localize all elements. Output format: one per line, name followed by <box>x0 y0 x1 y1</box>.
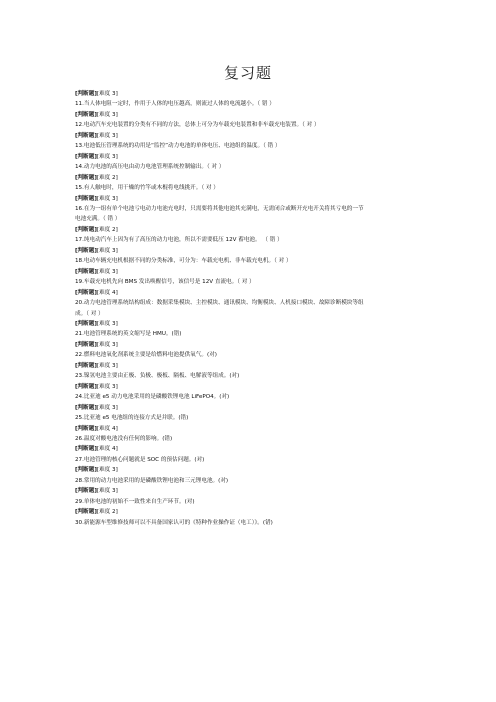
difficulty-label: [难度 3] <box>96 247 118 254</box>
question-meta <box>75 403 420 413</box>
question-text: 27.电池管理的核心问题就是 SOC 的预估问题。(对) <box>75 456 205 463</box>
question-meta <box>75 267 420 277</box>
difficulty-label: [难度 3] <box>96 488 118 495</box>
question-text: 29.单体电池的初始不一致性来自生产环节。(对) <box>75 498 195 505</box>
question-text: 20.动力电池管理系统结构组成：数据采集模块、主控模块、通讯模块、均衡模块、人机接口模块、故障诊断模块等组 <box>75 300 364 307</box>
difficulty-label: [难度 2] <box>96 174 118 181</box>
question-type-tag: [判断题] <box>75 467 97 474</box>
question-meta <box>75 246 420 256</box>
difficulty-label: [难度 3] <box>96 111 118 118</box>
question-text: 成。（ 对 ） <box>75 310 104 317</box>
question-meta <box>75 89 420 99</box>
question-text: 18.电动车辆充电机根据不同的分类标准，可分为：车载充电机、非车载充电机。（ 对 ） <box>75 258 292 265</box>
difficulty-label: [难度 2] <box>96 509 118 516</box>
question-text: 电池充满。（ 错 ） <box>75 216 121 223</box>
difficulty-label: [难度 3] <box>96 467 118 474</box>
question-meta <box>75 444 420 454</box>
question-text: 14.动力电池的高压电由动力电池管理系统控制输出。（ 对 ） <box>75 164 225 171</box>
question-list <box>75 89 420 528</box>
question-meta <box>75 319 420 329</box>
question-type-tag: [判断题] <box>75 226 97 233</box>
question-type-tag: [判断题] <box>75 383 97 390</box>
question-meta <box>75 173 420 183</box>
question-type-tag: [判断题] <box>75 341 97 348</box>
question-type-tag: [判断题] <box>75 362 97 369</box>
question-meta <box>75 288 420 298</box>
difficulty-label: [难度 3] <box>96 132 118 139</box>
question-type-tag: [判断题] <box>75 111 97 118</box>
question-meta <box>75 110 420 120</box>
difficulty-label: [难度 4] <box>96 289 118 296</box>
difficulty-label: [难度 3] <box>96 341 118 348</box>
difficulty-label: [难度 3] <box>96 362 118 369</box>
difficulty-label: [难度 3] <box>96 404 118 411</box>
question-text: 22.燃料电池氧化剂系统主要是给燃料电池提供氧气。(对) <box>75 352 217 359</box>
question-type-tag: [判断题] <box>75 132 97 139</box>
question-text: 25.比亚迪 e5 电池组的连接方式是并联。(错) <box>75 415 189 422</box>
question-text: 21.电池管理系统的英文缩写是 HMU。(错) <box>75 331 182 338</box>
question-meta <box>75 340 420 350</box>
question-type-tag: [判断题] <box>75 268 97 275</box>
question-meta <box>75 424 420 434</box>
difficulty-label: [难度 3] <box>96 383 118 390</box>
question-type-tag: [判断题] <box>75 488 97 495</box>
question-type-tag: [判断题] <box>75 509 97 516</box>
question-text: 11.当人体电阻一定时，作用于人体的电压越高，则流过人体的电流越小。（ 错 ） <box>75 101 275 108</box>
question-type-tag: [判断题] <box>75 153 97 160</box>
question-meta <box>75 194 420 204</box>
difficulty-label: [难度 3] <box>96 153 118 160</box>
question-type-tag: [判断题] <box>75 289 97 296</box>
question-type-tag: [判断题] <box>75 320 97 327</box>
question-type-tag: [判断题] <box>75 174 97 181</box>
difficulty-label: [难度 3] <box>96 195 118 202</box>
difficulty-label: [难度 4] <box>96 425 118 432</box>
question-meta <box>75 382 420 392</box>
question-meta <box>75 465 420 475</box>
question-type-tag: [判断题] <box>75 425 97 432</box>
difficulty-label: [难度 3] <box>96 91 118 97</box>
question-text: 15.有人触电时，用干燥的竹竿或木棍将电线挑开。（ 对 ） <box>75 185 219 192</box>
question-type-tag: [判断题] <box>75 195 97 202</box>
question-meta <box>75 225 420 235</box>
question-type-tag: [判断题] <box>75 446 97 453</box>
question-text: 16.在为一组有单个电池亏电动力电池充电时，只需要将其他电池其充满电，无需闭合或断开充电开关将其亏电的一节 <box>75 205 364 212</box>
question-text: 26.温度对酸电池没有任何的影响。(错) <box>75 435 173 442</box>
page-title: 复习题 <box>223 64 272 82</box>
question-meta <box>75 486 420 496</box>
question-text: 23.镍氢电池主要由正极、负极、极板、隔板、电解液等组成。(对) <box>75 373 240 380</box>
difficulty-label: [难度 4] <box>96 446 118 453</box>
question-type-tag: [判断题] <box>75 404 97 411</box>
question-meta <box>75 361 420 371</box>
question-text: 28.常用的动力电池采用的是磷酸铁锂电池和三元锂电池。(对) <box>75 477 229 484</box>
question-type-tag: [判断题] <box>75 91 97 97</box>
question-text: 19.车载充电机先向 BMS 发出唤醒信号，该信号是 12V 直流电。（ 对 ） <box>75 279 255 286</box>
question-text: 13.电池低压管理系统的功用是“监控”动力电池的单体电压、电池组的温度。（ 错 ） <box>75 143 281 150</box>
question-text: 12.电动汽车充电装置的分类有不同的方法，总体上可分为车载充电装置和非车载充电装置。（ 对 ） <box>75 122 320 129</box>
question-meta <box>75 507 420 517</box>
question-meta <box>75 131 420 141</box>
question-text: 17.纯电动汽车上因为有了高压的动力电池，所以不需要低压 12V 蓄电池。 （ 错 ） <box>75 237 283 244</box>
question-text: 24.比亚迪 e5 动力电池采用的是磷酸铁锂电池 LiFePO4。(对) <box>75 394 230 401</box>
question-meta <box>75 152 420 162</box>
difficulty-label: [难度 2] <box>96 226 118 233</box>
question-text: 30.新能源车型维修技师可以不具备国家认可的《特种作业操作证（电工）》。(错) <box>75 519 273 526</box>
difficulty-label: [难度 3] <box>96 320 118 327</box>
difficulty-label: [难度 3] <box>96 268 118 275</box>
question-type-tag: [判断题] <box>75 247 97 254</box>
